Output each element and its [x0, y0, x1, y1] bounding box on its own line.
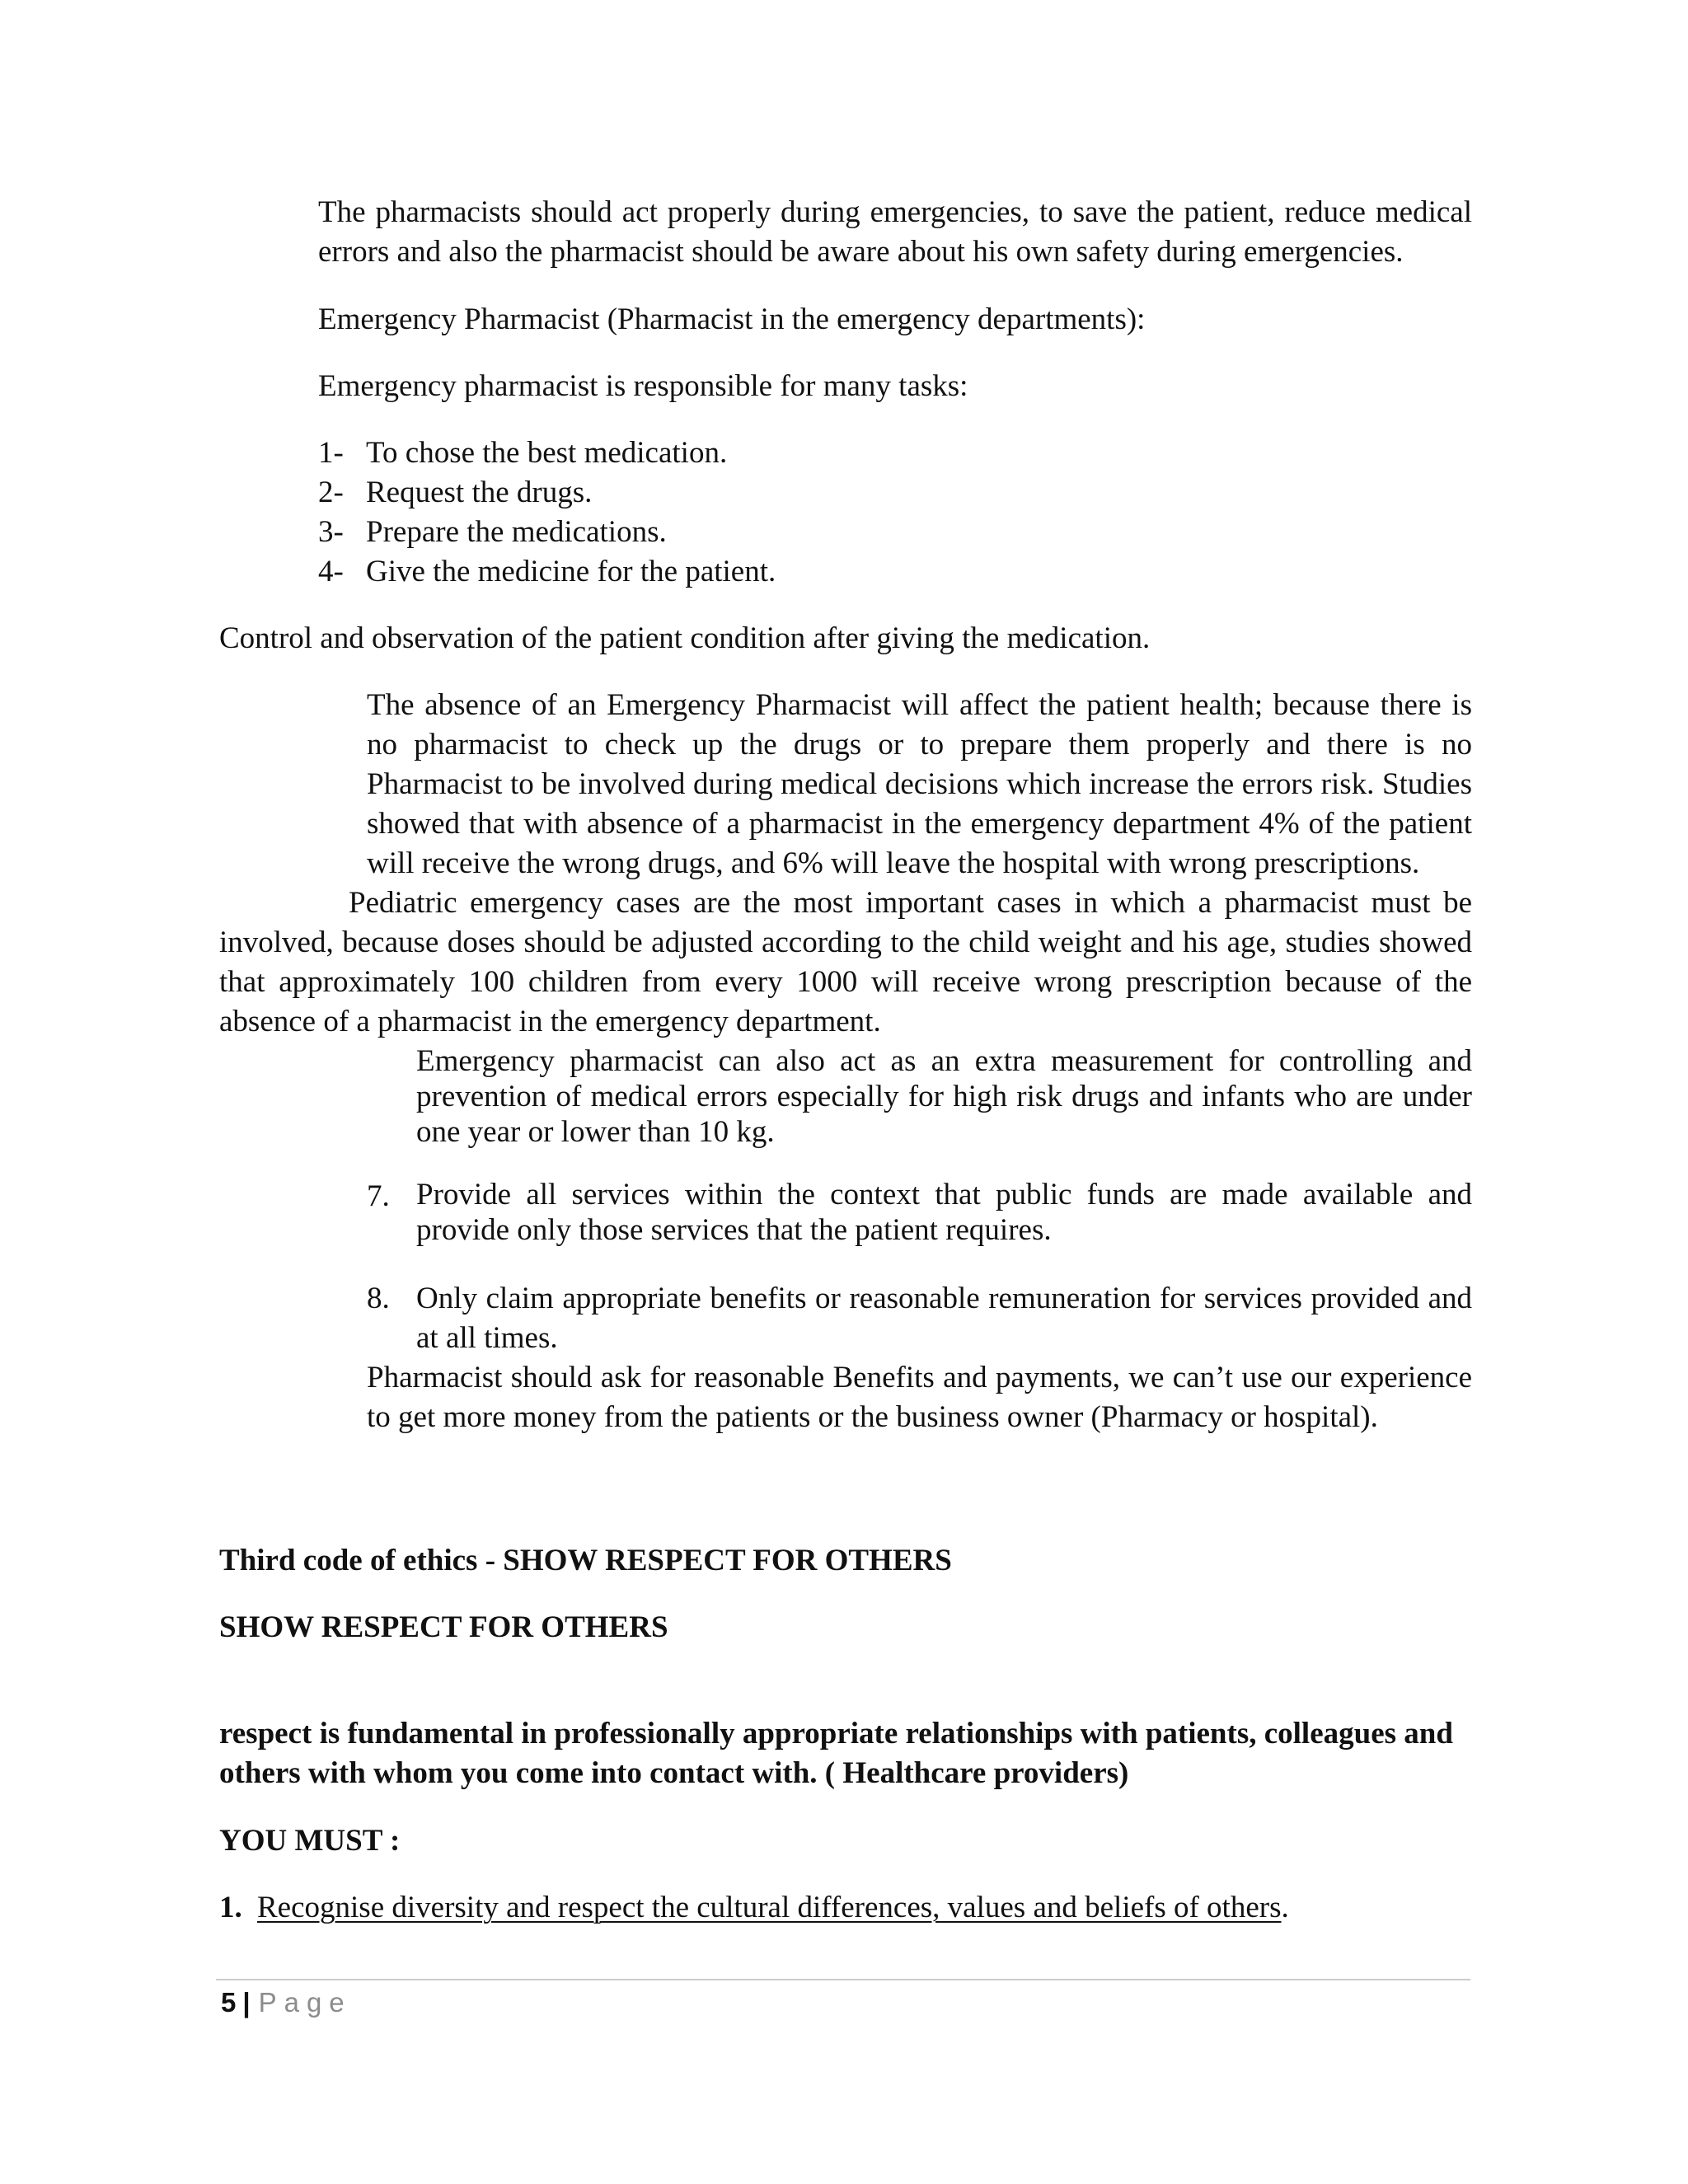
- list-item: [367, 1177, 1472, 1251]
- benefits-paragraph: Pharmacist should ask for reasonable Benefits and payments, we can’t use our experience to get more money from the patients or the business owner (Pharmacy or hospital).: [367, 1361, 1472, 1434]
- page-footer: [221, 1984, 352, 2022]
- list-item: [318, 434, 1472, 473]
- page-number: 5: [221, 1987, 237, 2018]
- list-item-number: 2-: [318, 476, 344, 509]
- list-item-text: To chose the best medication.: [366, 436, 728, 470]
- list-item-text: Prepare the medications.: [366, 515, 667, 549]
- list-item: [367, 1279, 1472, 1358]
- you-must-heading: YOU MUST :: [219, 1824, 401, 1858]
- control-observation-line: Control and observation of the patient condition after giving the medication.: [219, 621, 1151, 655]
- list-item-text: Request the drugs.: [366, 476, 593, 509]
- list-item-text: Recognise diversity and respect the cultural differences, values and beliefs of others: [257, 1891, 1282, 1924]
- emergency-pharmacist-heading: Emergency Pharmacist (Pharmacist in the emergency departments):: [318, 302, 1146, 336]
- page-label: Page: [258, 1987, 352, 2018]
- show-respect-heading: SHOW RESPECT FOR OTHERS: [219, 1610, 668, 1644]
- absence-paragraph: The absence of an Emergency Pharmacist will affect the patient health; because there is no pharmacist to check up the drugs or to prepare them properly and there is no Pharmacist to be involved during medical decisions which increase the errors risk. Studies showed that with absence of a pharmacist in the emergency department 4% of the patient will receive the wrong drugs, and 6% will leave the hospital with wrong prescriptions.: [367, 688, 1472, 880]
- list-item: [318, 513, 1472, 552]
- list-item-period: .: [1281, 1891, 1289, 1924]
- list-item-number: 1-: [318, 436, 344, 470]
- list-item-number: 7.: [367, 1179, 390, 1213]
- pediatric-paragraph: Pediatric emergency cases are the most important cases in which a pharmacist must be involved, because doses should be adjusted according to the child weight and his age, studies showed that approximately 100 children from every 1000 will receive wrong prescription because of the absence of a pharmacist in the emergency department.: [219, 886, 1472, 1038]
- list-item: [318, 473, 1472, 513]
- respect-paragraph: respect is fundamental in professionally appropriate relationships with patients, colleagues and others with whom you come into contact with. ( Healthcare providers): [219, 1717, 1453, 1790]
- list-item-text: Provide all services within the context that public funds are made available and provide only those services that the patient requires.: [416, 1178, 1472, 1247]
- tasks-intro: Emergency pharmacist is responsible for many tasks:: [318, 369, 968, 403]
- footer-separator: |: [242, 1987, 251, 2018]
- list-item-number: 1.: [219, 1891, 242, 1924]
- list-item-number: 8.: [367, 1282, 390, 1315]
- list-item-number: 4-: [318, 555, 344, 588]
- list-item: [219, 1888, 1472, 1928]
- third-code-heading: Third code of ethics - SHOW RESPECT FOR OTHERS: [219, 1544, 952, 1577]
- list-item-text: Only claim appropriate benefits or reasonable remuneration for services provided and at all times.: [416, 1282, 1472, 1355]
- list-item-text: Give the medicine for the patient.: [366, 555, 776, 588]
- extra-measurement-paragraph: Emergency pharmacist can also act as an extra measurement for controlling and prevention of medical errors especially for high risk drugs and infants who are under one year or lower than 10 kg.: [416, 1044, 1472, 1149]
- intro-paragraph: The pharmacists should act properly during emergencies, to save the patient, reduce medical errors and also the pharmacist should be aware about his own safety during emergencies.: [318, 195, 1472, 269]
- list-item: [318, 552, 1472, 592]
- footer-divider: [216, 1979, 1470, 1980]
- list-item-number: 3-: [318, 515, 344, 549]
